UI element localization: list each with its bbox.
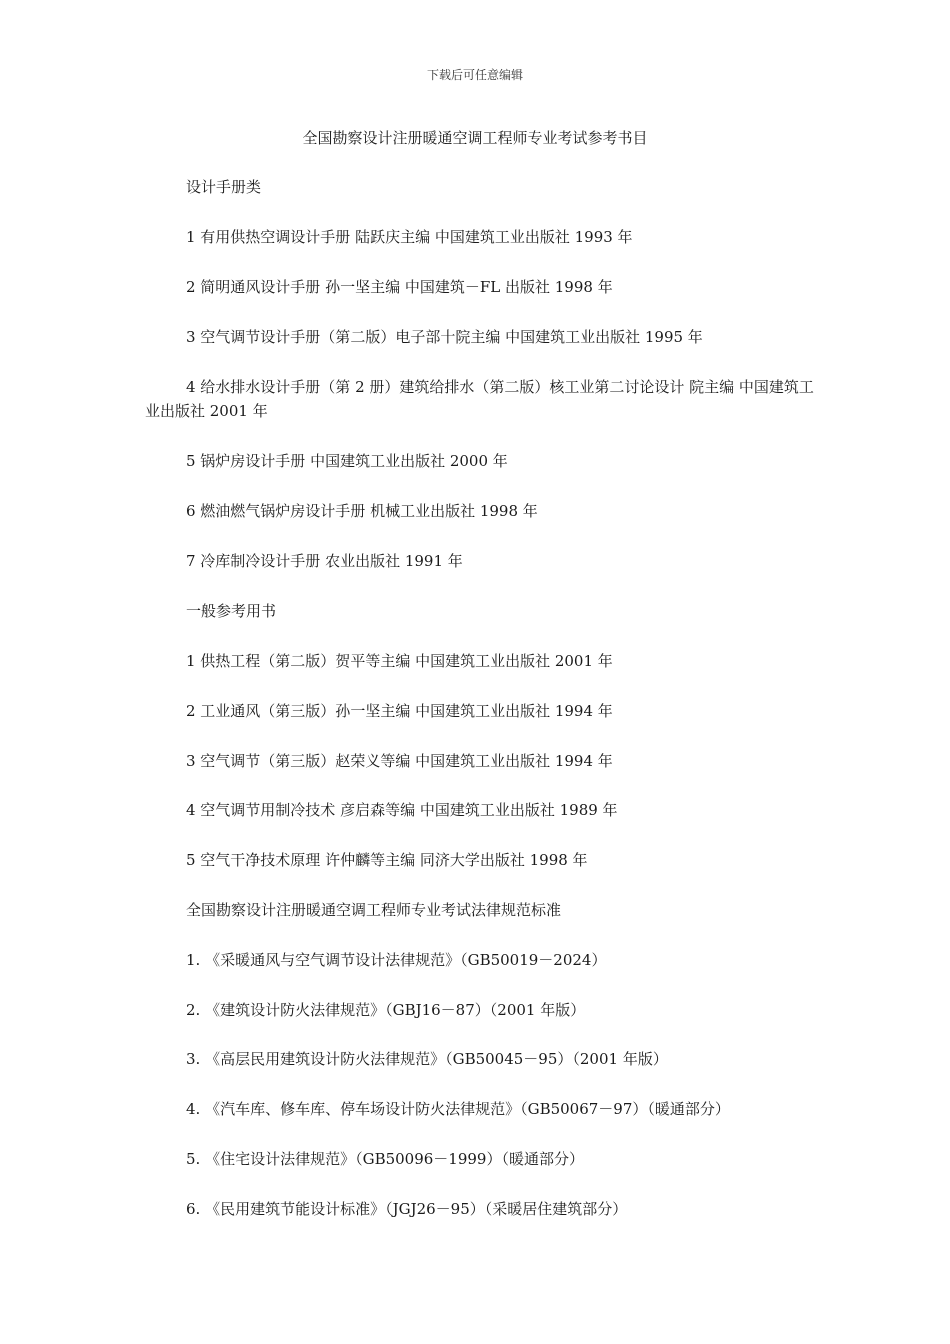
list-item: 4. 《汽车库、修车库、停车场设计防火法律规范》（GB50067－97）（暖通部分） <box>186 1100 730 1118</box>
list-item: 1. 《采暖通风与空气调节设计法律规范》（GB50019－2024） <box>186 951 607 969</box>
list-item: 3 空气调节设计手册（第二版）电子部十院主编 中国建筑工业出版社 1995 年 <box>186 328 703 346</box>
list-item: 5 锅炉房设计手册 中国建筑工业出版社 2000 年 <box>186 452 508 470</box>
section-heading-general-references: 一般参考用书 <box>186 602 277 620</box>
list-item: 2 简明通风设计手册 孙一坚主编 中国建筑－FL 出版社 1998 年 <box>186 278 613 296</box>
list-item: 4 给水排水设计手册（第 2 册）建筑给排水（第二版）核工业第二讨论设计 院主编 中国建筑工业出版社 2001 年 <box>145 378 814 420</box>
list-item: 3 空气调节（第三版）赵荣义等编 中国建筑工业出版社 1994 年 <box>186 752 613 770</box>
list-item: 4 空气调节用制冷技术 彦启森等编 中国建筑工业出版社 1989 年 <box>186 801 618 819</box>
list-item: 2. 《建筑设计防火法律规范》（GBJ16－87）（2001 年版） <box>186 1001 586 1019</box>
list-item: 6 燃油燃气锅炉房设计手册 机械工业出版社 1998 年 <box>186 502 538 520</box>
section-heading-design-manuals: 设计手册类 <box>186 178 262 196</box>
list-item: 2 工业通风（第三版）孙一坚主编 中国建筑工业出版社 1994 年 <box>186 702 613 720</box>
list-item: 1 供热工程（第二版）贺平等主编 中国建筑工业出版社 2001 年 <box>186 652 613 670</box>
page-header: 下载后可任意编辑 <box>426 68 523 82</box>
list-item: 3. 《高层民用建筑设计防火法律规范》（GB50045－95）（2001 年版） <box>186 1050 668 1068</box>
list-item: 6. 《民用建筑节能设计标准》（JGJ26－95）（采暖居住建筑部分） <box>186 1200 628 1218</box>
list-item: 5 空气干净技术原理 许仲麟等主编 同济大学出版社 1998 年 <box>186 851 588 869</box>
list-item: 5. 《住宅设计法律规范》（GB50096－1999）（暖通部分） <box>186 1150 584 1168</box>
section-heading-standards: 全国勘察设计注册暖通空调工程师专业考试法律规范标准 <box>186 901 562 919</box>
list-item: 7 冷库制冷设计手册 农业出版社 1991 年 <box>186 552 463 570</box>
list-item: 1 有用供热空调设计手册 陆跃庆主编 中国建筑工业出版社 1993 年 <box>186 228 633 246</box>
document-title: 全国勘察设计注册暖通空调工程师专业考试参考书目 <box>302 129 648 147</box>
